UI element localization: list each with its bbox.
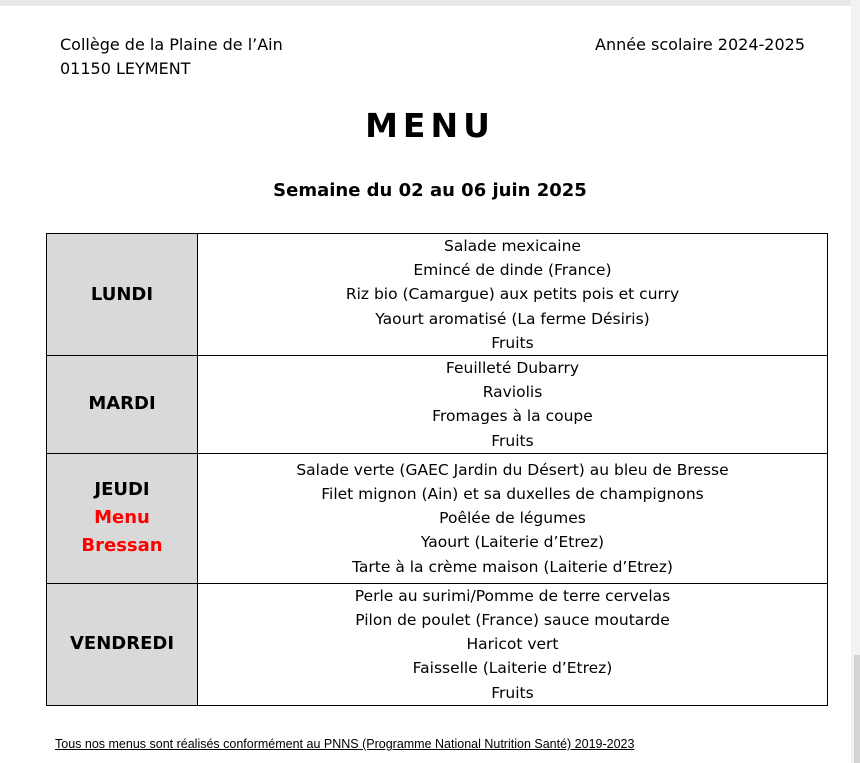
table-row [47, 583, 828, 705]
dish-item: Feuilleté Dubarry [445, 359, 580, 378]
page-title: MENU [365, 106, 495, 145]
school-name: Collège de la Plaine de l’Ain [60, 35, 283, 54]
dishes-cell [198, 583, 828, 705]
day-cell [47, 453, 198, 583]
day-name: JEUDI [94, 479, 150, 501]
dishes-cell [198, 356, 828, 454]
dish-item: Raviolis [482, 383, 543, 402]
dishes-cell [198, 453, 828, 583]
dish-item: Fromages à la coupe [432, 407, 593, 426]
dish-item: Fruits [491, 431, 534, 450]
dish-item: Yaourt (Laiterie d’Etrez) [420, 533, 605, 552]
dish-item: Faisselle (Laiterie d’Etrez) [412, 659, 613, 678]
footer-note: Tous nos menus sont réalisés conformément au PNNS (Programme National Nutrition Santé) 2019-2023 [55, 737, 635, 751]
school-address: 01150 LEYMENT [60, 59, 191, 78]
table-row [47, 453, 828, 583]
dish-item: Tarte à la crème maison (Laiterie d’Etrez) [352, 557, 673, 576]
scrollbar-thumb[interactable] [854, 655, 860, 763]
dish-item: Perle au surimi/Pomme de terre cervelas [354, 586, 671, 605]
special-menu-label: Bressan [81, 535, 163, 557]
dishes-cell [198, 234, 828, 356]
school-year: Année scolaire 2024-2025 [595, 35, 805, 54]
school-info [60, 33, 283, 81]
dish-item: Filet mignon (Ain) et sa duxelles de champignons [321, 485, 704, 504]
dish-item: Fruits [491, 683, 534, 702]
day-cell [47, 234, 198, 356]
day-cell [47, 356, 198, 454]
dish-item: Emincé de dinde (France) [413, 261, 612, 280]
dish-item: Poêlée de légumes [439, 509, 586, 528]
menu-table [46, 233, 828, 706]
dish-item: Pilon de poulet (France) sauce moutarde [355, 611, 670, 630]
day-name: MARDI [88, 393, 156, 415]
special-menu-label: Menu [94, 507, 150, 529]
dish-item: Salade mexicaine [444, 237, 581, 255]
dish-item: Yaourt aromatisé (La ferme Désiris) [375, 309, 650, 328]
day-cell [47, 583, 198, 705]
table-row [47, 234, 828, 356]
dish-item: Fruits [491, 333, 534, 352]
week-subtitle: Semaine du 02 au 06 juin 2025 [273, 180, 587, 201]
table-row [47, 356, 828, 454]
dish-item: Haricot vert [466, 635, 559, 654]
dish-item: Riz bio (Camargue) aux petits pois et curry [345, 285, 680, 304]
dish-item: Salade verte (GAEC Jardin du Désert) au bleu de Bresse [296, 460, 729, 479]
day-name: LUNDI [90, 283, 154, 305]
day-name: VENDREDI [69, 633, 175, 655]
